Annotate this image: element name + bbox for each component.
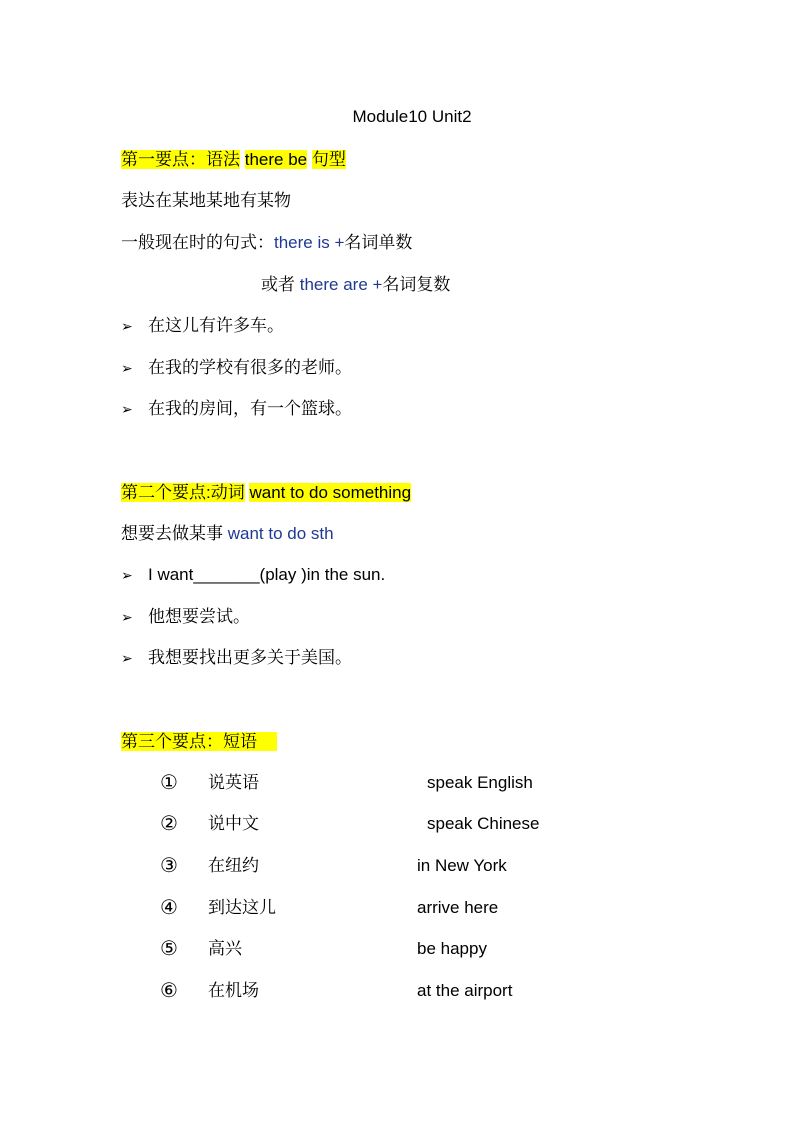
arrow-bullet-icon: ➢ (121, 318, 133, 334)
arrow-bullet-icon: ➢ (121, 401, 133, 417)
list-item (121, 606, 250, 628)
arrow-bullet-icon: ➢ (121, 650, 133, 666)
arrow-bullet-icon: ➢ (121, 567, 133, 583)
list-item-text: 我想要找出更多关于美国。 (148, 648, 352, 667)
present-tense-formula-2 (261, 274, 450, 296)
section1-heading-part2: there be (244, 150, 308, 169)
present-tense-label: 一般现在时的句式： (121, 233, 274, 252)
section3-heading (121, 731, 277, 753)
phrase-chinese: 在机场 (208, 981, 259, 1000)
section1-heading (121, 149, 346, 171)
list-item-text: 在我的学校有很多的老师。 (148, 358, 352, 377)
phrase-row (160, 771, 720, 795)
phrase-row (160, 854, 720, 878)
phrase-english: arrive here (417, 898, 499, 917)
arrow-bullet-icon: ➢ (121, 360, 133, 376)
list-item (121, 315, 284, 337)
phrase-row (160, 896, 720, 920)
section2-description-en: want to do sth (227, 524, 334, 543)
list-item-text: I want_______(play )in the sun. (148, 565, 386, 584)
phrase-chinese: 在纽约 (208, 856, 259, 875)
circled-number: ⑥ (160, 980, 178, 1002)
phrase-chinese: 到达这儿 (208, 898, 276, 917)
circled-number: ② (160, 813, 178, 835)
there-is-formula: there is + (274, 233, 345, 252)
phrase-english: speak Chinese (427, 814, 540, 833)
phrase-chinese: 说英语 (208, 773, 259, 792)
section3-heading-text: 第三个要点：短语 (121, 732, 277, 751)
circled-number: ④ (160, 897, 178, 919)
phrase-row (160, 979, 720, 1003)
section2-description (121, 523, 334, 545)
list-item (121, 564, 385, 586)
arrow-bullet-icon: ➢ (121, 609, 133, 625)
circled-number: ⑤ (160, 938, 178, 960)
phrase-row (160, 937, 720, 961)
present-tense-formula-1 (121, 232, 412, 254)
circled-number: ③ (160, 855, 178, 877)
phrase-english: speak English (427, 773, 533, 792)
phrase-english: at the airport (417, 981, 513, 1000)
section1-heading-part3: 句型 (311, 150, 346, 169)
phrase-chinese: 高兴 (208, 939, 242, 958)
section2-heading-part2: want to do something (249, 483, 412, 502)
there-are-formula: there are + (299, 275, 383, 294)
page-title: Module10 Unit2 (352, 107, 472, 126)
list-item (121, 647, 352, 669)
section2-description-cn: 想要去做某事 (121, 524, 223, 543)
list-item-text: 他想要尝试。 (148, 607, 250, 626)
section2-heading-part1: 第二个要点:动词 (121, 483, 245, 502)
list-item-text: 在我的房间，有一个篮球。 (148, 399, 352, 418)
phrase-english: in New York (417, 856, 507, 875)
section2-heading (121, 482, 411, 504)
plural-noun-label: 名词复数 (382, 275, 451, 294)
list-item-text: 在这儿有许多车。 (148, 316, 284, 335)
phrase-chinese: 说中文 (208, 814, 259, 833)
phrase-english: be happy (417, 939, 487, 958)
section1-description: 表达在某地某地有某物 (121, 191, 291, 210)
list-item (121, 398, 352, 420)
circled-number: ① (160, 772, 178, 794)
singular-noun-label: 名词单数 (344, 233, 413, 252)
or-label: 或者 (261, 275, 295, 294)
list-item (121, 357, 352, 379)
phrase-row (160, 812, 720, 836)
section1-heading-part1: 第一要点：语法 (121, 150, 240, 169)
